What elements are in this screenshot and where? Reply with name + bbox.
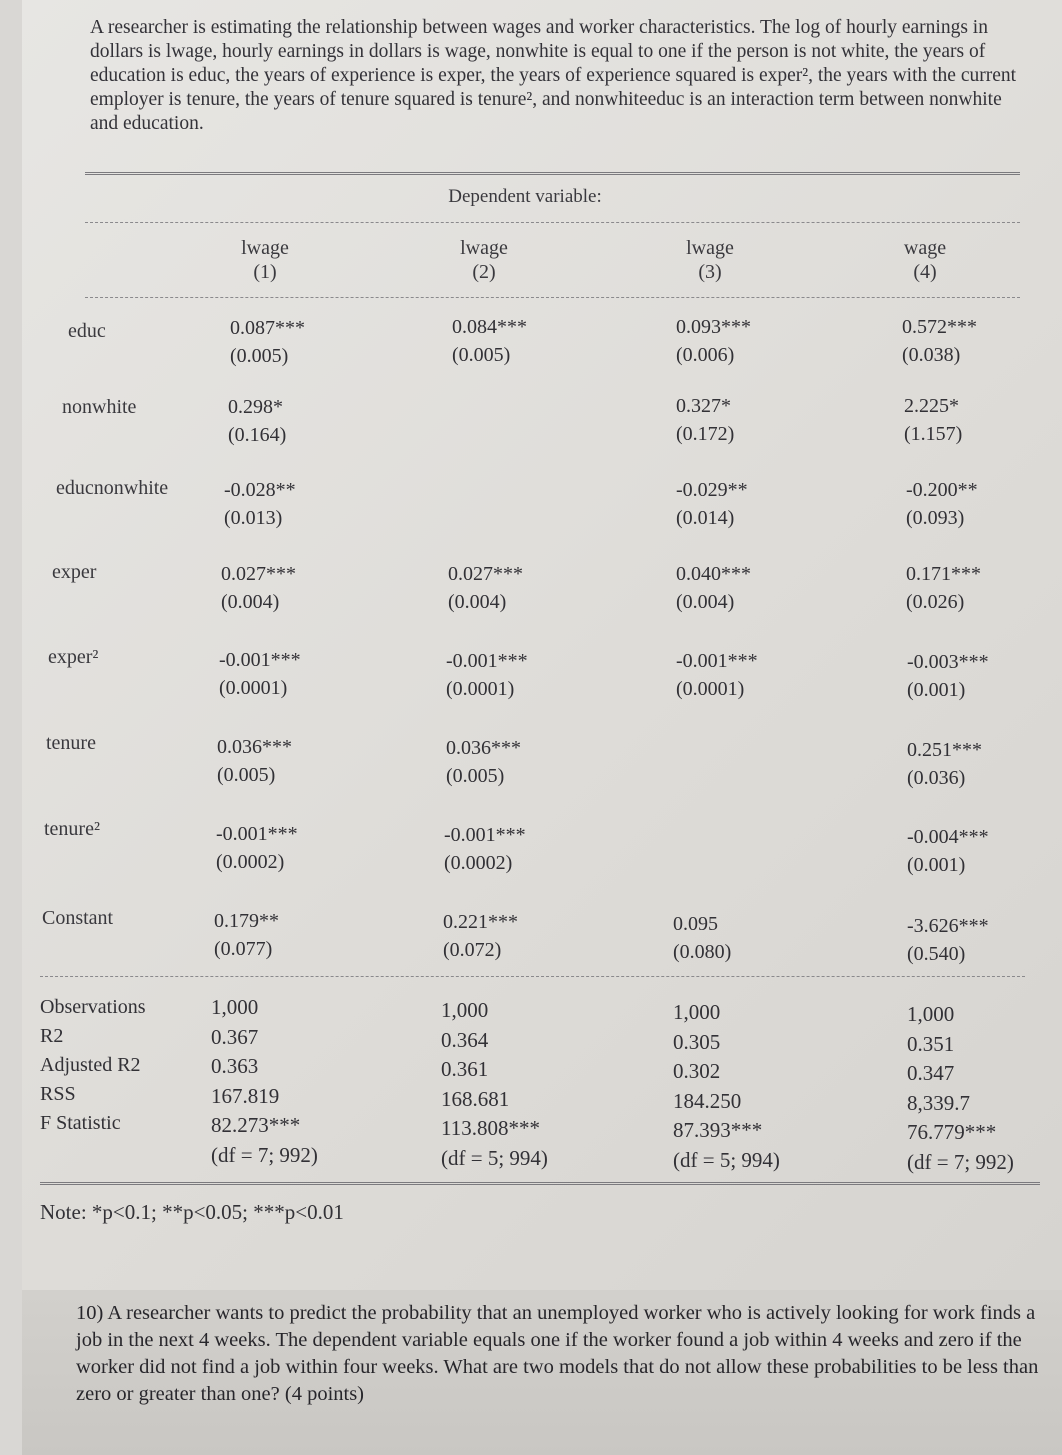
se: (0.077) bbox=[214, 938, 273, 960]
stat-value: 0.351 bbox=[907, 1031, 955, 1056]
se: (0.005) bbox=[230, 345, 289, 367]
se: (0.005) bbox=[217, 764, 276, 786]
coef: 0.171*** bbox=[906, 563, 981, 585]
cell bbox=[230, 314, 305, 370]
cell bbox=[676, 647, 758, 703]
cell bbox=[673, 910, 731, 966]
row-label-nonwhite: nonwhite bbox=[62, 396, 137, 418]
stats-column-2 bbox=[441, 996, 548, 1173]
se: (0.005) bbox=[452, 344, 511, 366]
se: (0.0001) bbox=[219, 677, 288, 699]
column-num: (1) bbox=[253, 261, 277, 283]
cell bbox=[907, 912, 989, 968]
row-label-educnonwhite: educnonwhite bbox=[56, 477, 169, 499]
se: (0.093) bbox=[906, 507, 965, 529]
se: (0.540) bbox=[907, 943, 966, 965]
stat-value: 0.305 bbox=[673, 1029, 721, 1054]
cell bbox=[443, 908, 518, 964]
column-var: lwage bbox=[241, 237, 289, 259]
cell bbox=[906, 476, 978, 532]
coef: -0.200** bbox=[906, 479, 978, 501]
stat-value: 87.393*** bbox=[673, 1118, 763, 1142]
se: (0.080) bbox=[673, 941, 732, 963]
stat-value: 168.681 bbox=[441, 1086, 510, 1111]
se: (0.014) bbox=[676, 507, 735, 529]
stat-value: (df = 5; 994) bbox=[441, 1145, 548, 1170]
se: (0.005) bbox=[446, 765, 505, 787]
coef: 0.327* bbox=[676, 395, 731, 417]
coef: 0.027*** bbox=[221, 563, 296, 585]
stats-rule bbox=[40, 976, 1025, 977]
se: (0.013) bbox=[224, 507, 283, 529]
cell bbox=[221, 560, 296, 616]
se: (0.004) bbox=[676, 591, 735, 613]
coef: -0.001*** bbox=[216, 823, 298, 845]
dependent-variable-title: Dependent variable: bbox=[448, 186, 602, 207]
coef: -0.001*** bbox=[219, 649, 301, 671]
cell bbox=[446, 734, 521, 790]
stat-label: R2 bbox=[40, 1025, 64, 1047]
cell bbox=[907, 823, 989, 879]
column-header-4 bbox=[865, 236, 985, 284]
cell bbox=[217, 733, 292, 789]
row-label-tenure-squared: tenure² bbox=[44, 818, 100, 840]
se: (0.0002) bbox=[444, 852, 513, 874]
stat-value: (df = 7; 992) bbox=[211, 1142, 318, 1167]
intro-paragraph: A researcher is estimating the relationship between wages and worker characteristics. The log of hourly earnings in dollars is lwage, hourly earnings in dollars is wage, nonwhite is equal to one if the person is not white, the years of education is educ, the years of experience is exper, the years of experience squared is exper², the years with the current employer is tenure, the years of tenure squared is tenure², and nonwhiteeduc is an interaction term between nonwhite and education. bbox=[90, 17, 1017, 134]
stat-label: Observations bbox=[40, 996, 146, 1018]
stat-label: F Statistic bbox=[40, 1112, 121, 1134]
stat-value: 0.302 bbox=[673, 1059, 721, 1083]
cell bbox=[907, 648, 989, 704]
stat-value: 184.250 bbox=[673, 1088, 742, 1113]
se: (0.0002) bbox=[216, 851, 285, 873]
coef: 0.027*** bbox=[448, 563, 523, 585]
coef: -0.003*** bbox=[907, 651, 989, 673]
stat-value: 167.819 bbox=[211, 1083, 280, 1108]
se: (0.0001) bbox=[446, 678, 515, 700]
cell bbox=[228, 393, 286, 449]
se: (0.001) bbox=[907, 854, 966, 876]
coef: -0.001*** bbox=[676, 650, 758, 672]
stat-value: 1,000 bbox=[441, 998, 489, 1022]
stat-label: RSS bbox=[40, 1083, 76, 1105]
stats-column-3 bbox=[673, 998, 780, 1175]
cell bbox=[452, 313, 527, 369]
stats-column-4 bbox=[907, 1000, 1014, 1177]
coef: 0.179** bbox=[214, 910, 279, 932]
coef: -3.626*** bbox=[907, 915, 989, 937]
cell bbox=[902, 313, 977, 369]
column-header-1 bbox=[205, 236, 325, 284]
coef: 0.298* bbox=[228, 396, 283, 418]
stats-labels bbox=[40, 993, 146, 1138]
row-label-educ: educ bbox=[68, 320, 106, 342]
coef: 0.095 bbox=[673, 913, 718, 935]
stat-label: Adjusted R2 bbox=[40, 1054, 141, 1076]
se: (1.157) bbox=[904, 423, 963, 445]
cell bbox=[444, 821, 526, 877]
coef: -0.028** bbox=[224, 479, 296, 501]
cell bbox=[219, 646, 301, 702]
coef: 0.572*** bbox=[902, 316, 977, 338]
cell bbox=[214, 907, 279, 963]
stat-value: 82.273*** bbox=[211, 1113, 301, 1137]
stat-value: 1,000 bbox=[907, 1002, 955, 1026]
stats-column-1 bbox=[211, 993, 318, 1170]
column-header-3 bbox=[650, 236, 770, 284]
se: (0.172) bbox=[676, 423, 735, 445]
se: (0.006) bbox=[676, 344, 735, 366]
significance-note: Note: *p<0.1; **p<0.05; ***p<0.01 bbox=[40, 1200, 344, 1224]
question-10-text: 10) A researcher wants to predict the probability that an unemployed worker who is actively looking for work finds a job in the next 4 weeks. The dependent variable equals one if the worker found a job within 4 weeks and zero if the worker did not find a job within four weeks. What are two models that do not allow these probabilities to be less than zero or greater than one? (4 points) bbox=[76, 1302, 1039, 1405]
stat-value: (df = 7; 992) bbox=[907, 1149, 1014, 1174]
column-var: lwage bbox=[460, 237, 508, 259]
coef: 0.084*** bbox=[452, 316, 527, 338]
stat-value: 0.347 bbox=[907, 1061, 955, 1085]
table-bottom-rule bbox=[40, 1182, 1040, 1185]
stat-value: 0.361 bbox=[441, 1057, 489, 1081]
coef: -0.029** bbox=[676, 479, 748, 501]
stat-value: 0.364 bbox=[441, 1027, 489, 1052]
stat-value: 1,000 bbox=[673, 1000, 721, 1024]
se: (0.038) bbox=[902, 344, 961, 366]
se: (0.001) bbox=[907, 679, 966, 701]
cell bbox=[216, 820, 298, 876]
se: (0.026) bbox=[906, 591, 965, 613]
se: (0.004) bbox=[448, 591, 507, 613]
column-num: (4) bbox=[913, 261, 937, 283]
row-label-tenure: tenure bbox=[46, 732, 96, 754]
coef: 0.040*** bbox=[676, 563, 751, 585]
row-label-exper-squared: exper² bbox=[48, 646, 99, 668]
cell bbox=[446, 647, 528, 703]
se: (0.164) bbox=[228, 424, 287, 446]
header-rule bbox=[85, 222, 1020, 223]
stat-value: 0.367 bbox=[211, 1024, 259, 1049]
se: (0.0001) bbox=[676, 678, 745, 700]
column-num: (2) bbox=[472, 261, 496, 283]
stat-value: 8,339.7 bbox=[907, 1090, 970, 1115]
column-num: (3) bbox=[698, 261, 722, 283]
cell bbox=[906, 560, 981, 616]
se: (0.072) bbox=[443, 939, 502, 961]
body-top-rule bbox=[85, 297, 1020, 298]
row-label-exper: exper bbox=[52, 561, 97, 583]
coef: -0.004*** bbox=[907, 826, 989, 848]
cell bbox=[904, 392, 962, 448]
se: (0.004) bbox=[221, 591, 280, 613]
column-var: wage bbox=[903, 237, 947, 259]
stat-value: 1,000 bbox=[211, 995, 259, 1019]
coef: 0.036*** bbox=[446, 737, 521, 759]
cell bbox=[907, 736, 982, 792]
stat-value: 0.363 bbox=[211, 1054, 259, 1078]
coef: 0.036*** bbox=[217, 736, 292, 758]
table-top-rule bbox=[85, 172, 1020, 175]
coef: -0.001*** bbox=[446, 650, 528, 672]
coef: 0.087*** bbox=[230, 317, 305, 339]
se: (0.036) bbox=[907, 767, 966, 789]
row-label-constant: Constant bbox=[42, 907, 114, 929]
coef: 2.225* bbox=[904, 395, 959, 417]
cell bbox=[676, 392, 734, 448]
coef: 0.251*** bbox=[907, 739, 982, 761]
stat-value: 113.808*** bbox=[441, 1116, 540, 1140]
coef: 0.093*** bbox=[676, 316, 751, 338]
cell bbox=[676, 476, 748, 532]
cell bbox=[676, 313, 751, 369]
cell bbox=[224, 476, 296, 532]
column-var: lwage bbox=[686, 237, 734, 259]
stat-value: 76.779*** bbox=[907, 1120, 997, 1144]
coef: 0.221*** bbox=[443, 911, 518, 933]
stat-value: (df = 5; 994) bbox=[673, 1147, 780, 1172]
cell bbox=[676, 560, 751, 616]
column-header-2 bbox=[424, 236, 544, 284]
cell bbox=[448, 560, 523, 616]
coef: -0.001*** bbox=[444, 824, 526, 846]
